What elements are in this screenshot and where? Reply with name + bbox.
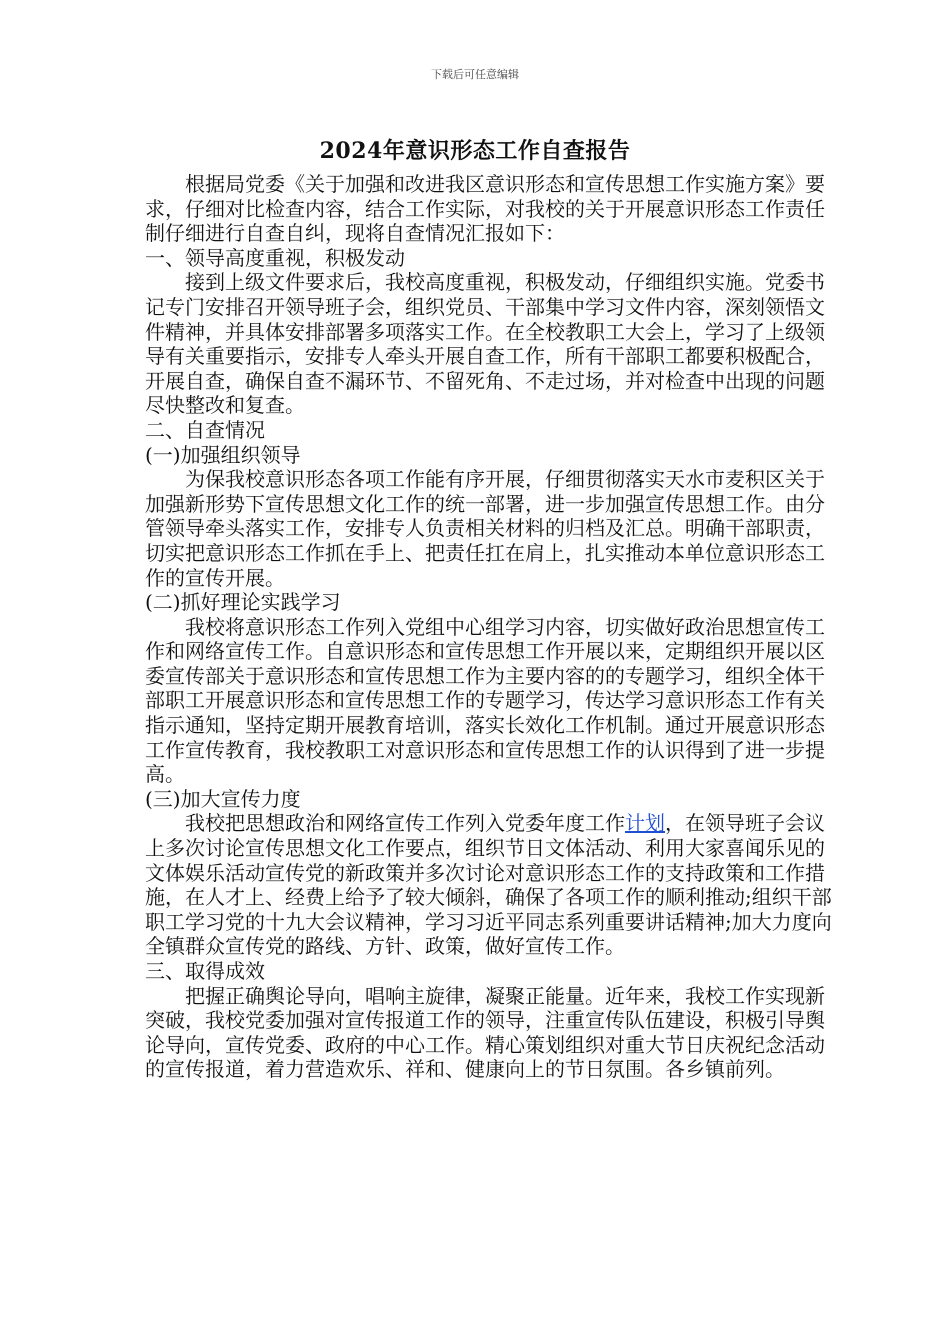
intro-paragraph: 根据局党委《关于加强和改进我区意识形态和宣传思想工作实施方案》要求，仔细对比检查内容，结合工作实际，对我校的关于开展意识形态工作责任制仔细进行自查自纠，现将自查情况汇报如下： xyxy=(145,172,825,246)
subsection-heading-2-3: (三)加大宣传力度 xyxy=(145,786,301,811)
section-heading-1: 一、领导高度重视，积极发动 xyxy=(145,245,405,270)
section-heading-3: 三、取得成效 xyxy=(145,959,265,983)
section-heading-2: 二、自查情况 xyxy=(145,417,265,442)
header-note: 下载后可任意编辑 xyxy=(431,68,519,81)
page-title: 2024年意识形态工作自查报告 xyxy=(319,138,631,164)
subsection-heading-2-1: (一)加强组织领导 xyxy=(145,442,301,467)
section-1-paragraph: 接到上级文件要求后，我校高度重视，积极发动，仔细组织实施。党委书记专门安排召开领导班子会，组织党员、干部集中学习文件内容，深刻领悟文件精神，并具体安排部署多项落实工作。在全校教职工大会上，学习了上级领导有关重要指示，安排专人牵头开展自查工作，所有干部职工都要积极配合，开展自查，确保自查不漏环节、不留死角、不走过场，并对检查中出现的问题尽快整改和复查。 xyxy=(145,270,825,418)
plan-link[interactable]: 计划 xyxy=(625,811,665,836)
paragraph-text-before-link: 我校把思想政治和网络宣传工作列入党委年度工作 xyxy=(185,811,625,836)
section-3-paragraph: 把握正确舆论导向，唱响主旋律，凝聚正能量。近年来，我校工作实现新突破，我校党委加强对宣传报道工作的领导，注重宣传队伍建设，积极引导舆论导向，宣传党委、政府的中心工作。精心策划组织对重大节日庆祝纪念活动的宣传报道，着力营造欢乐、祥和、健康向上的节日氛围。各乡镇前列。 xyxy=(145,983,825,1082)
paragraph-text-after-link: ，在领导班子会议上多次讨论宣传思想文化工作要点，组织节日文体活动、利用大家喜闻乐见的文体娱乐活动宣传党的新政策并多次讨论对意识形态工作的支持政策和工作措施，在人才上、经费上给予了较大倾斜，确保了各项工作的顺利推动;组织干部职工学习党的十九大会议精神，学习习近平同志系列重要讲话精神;加大力度向全镇群众宣传党的路线、方针、政策，做好宣传工作。 xyxy=(145,811,832,959)
subsection-2-2-paragraph: 我校将意识形态工作列入党组中心组学习内容，切实做好政治思想宣传工作和网络宣传工作。自意识形态和宣传思想工作开展以来，定期组织开展以区委宣传部关于意识形态和宣传思想工作为主要内容的的专题学习，组织全体干部职工开展意识形态和宣传思想工作的专题学习，传达学习意识形态工作有关指示通知，坚持定期开展教育培训，落实长效化工作机制。通过开展意识形态工作宣传教育，我校教职工对意识形态和宣传思想工作的认识得到了进一步提高。 xyxy=(145,614,825,787)
subsection-heading-2-2: (二)抓好理论实践学习 xyxy=(145,590,341,615)
subsection-2-1-paragraph: 为保我校意识形态各项工作能有序开展，仔细贯彻落实天水市麦积区关于加强新形势下宣传思想文化工作的统一部署，进一步加强宣传思想工作。由分管领导牵头落实工作，安排专人负责相关材料的归档及汇总。明确干部职责，切实把意识形态工作抓在手上、把责任扛在肩上，扎实推动本单位意识形态工作的宣传开展。 xyxy=(145,467,825,590)
document-body xyxy=(145,172,835,1082)
subsection-2-3-paragraph xyxy=(145,811,835,959)
